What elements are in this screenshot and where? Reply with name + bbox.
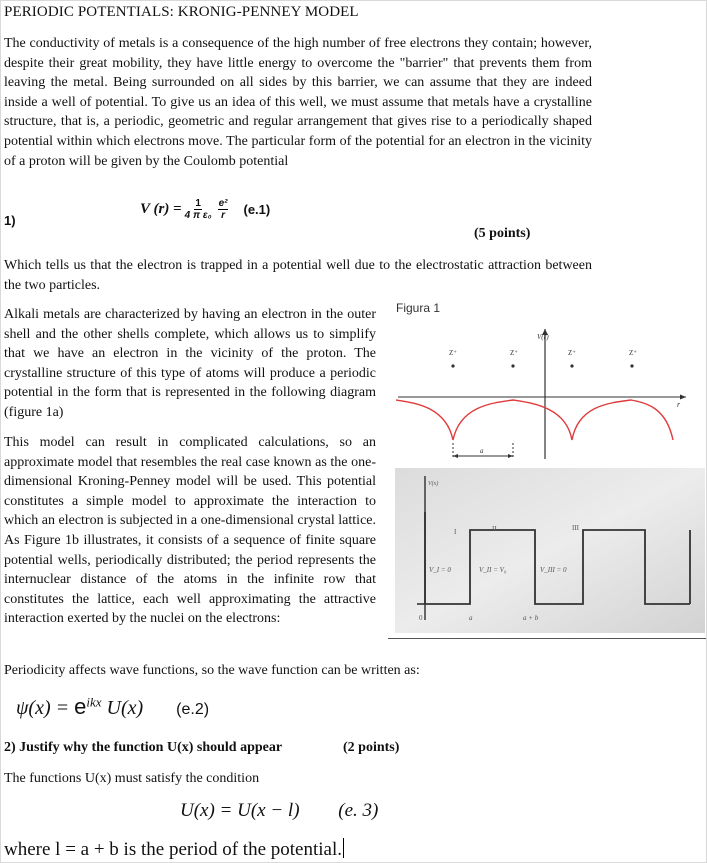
eq2-exp-base: e [74, 694, 87, 719]
condition-paragraph: The functions U(x) must satisfy the condition [4, 771, 260, 786]
fig1a-charge-4: Z⁺ [629, 349, 637, 357]
fig1a-x-label: r [677, 400, 681, 409]
eq2-lhs: ψ(x) = [16, 697, 75, 719]
eq1-lhs: V (r) = [140, 201, 182, 217]
fig1a-charge-3: Z⁺ [568, 349, 576, 357]
question-1-points: (5 points) [474, 226, 531, 241]
intro-paragraph: The conductivity of metals is a consequence of the high number of free electrons they contain; however, despite their great mobility, they have little energy to overcome the "barrier" that prevents them from leaving the metal. Being surrounded on all sides by this barrier, we can assume that they are indeed inside a well of potential. To give us an idea of this well, we must assume that metals have a crystalline structure, that is, a periodic, geometric and regular arrangement that gives rise to a periodically shaped potential within which electrons move. The particular form of the potential for an electron in the vicinity of a proton will be given by the Coulomb potential [4, 36, 592, 169]
text-cursor [343, 838, 344, 858]
fig1b-region-2: II [492, 525, 497, 533]
fig1b-region-1: I [454, 528, 457, 536]
fig1b-tick-0: 0 [419, 614, 423, 622]
eq1-coef-den: 4 π ε₀ [184, 210, 212, 221]
alkali-paragraph: Alkali metals are characterized by having an electron in the outer shell and the other shells complete, which allows us to simplify that we have an electron in the vicinity of the proton. The crystalline structure of this type of atoms will produce a periodic potential in the form that is represented in the following diagram (figure 1a) [4, 307, 376, 420]
fig1b-tick-ab: a + b [523, 614, 539, 622]
question-2-points: (2 points) [343, 740, 400, 755]
eq1-frac-num: e² [218, 198, 228, 209]
fig1b-y-label: V(x) [428, 481, 439, 487]
equation-e2 [16, 694, 209, 720]
eq1-label: (e.1) [243, 202, 271, 217]
equation-e3 [180, 800, 378, 822]
fig1b-tick-a: a [469, 614, 473, 622]
periodicity-paragraph: Periodicity affects wave functions, so the wave function can be written as: [4, 663, 420, 678]
fig1b-region-3: III [572, 524, 579, 532]
section-divider [388, 638, 706, 639]
fig1b-level-1: V_I = 0 [429, 566, 451, 574]
eq2-exponent: ikx [86, 694, 102, 710]
document-title: PERIODIC POTENTIALS: KRONIG-PENNEY MODEL [4, 4, 359, 20]
fig1a-period-label: a [480, 447, 484, 455]
eq2-rhs: U(x) [101, 697, 144, 719]
eq2-label: (e.2) [176, 701, 210, 718]
closing-text: where l = a + b is the period of the potential. [4, 839, 343, 860]
figure-1a-diagram [396, 325, 688, 465]
eq3-body: U(x) = U(x − l) [180, 800, 300, 821]
figure-1-label: Figura 1 [396, 301, 441, 315]
eq1-coef-num: 1 [195, 198, 201, 209]
figure-1b-diagram [395, 468, 705, 633]
model-paragraph: This model can result in complicated calculations, so an approximate model that resembles the real case known as the one-dimensional Kroning-Penney model will be used. This potential constitutes a simple model to approximate the interaction to which an electron is subjected in a one-dimensional crystal lattice. As Figure 1b illustrates, it consists of a sequence of finite square potential wells, periodically distributed; the period represents the internuclear distance of the atoms in the infinite row that constitutes the lattice, each well approximating the attractive interaction exerted by the nuclei on the electrons: [4, 435, 376, 627]
fig1a-y-label: V(r) [537, 333, 549, 341]
eq1-frac-den: r [221, 210, 225, 221]
question-2-text: 2) Justify why the function U(x) should appear [4, 740, 283, 755]
equation-e1 [140, 198, 270, 221]
question-1-number: 1) [4, 213, 16, 228]
fig1b-level-3: V_III = 0 [540, 566, 567, 574]
eq3-label: (e. 3) [338, 800, 379, 821]
closing-line[interactable] [4, 838, 344, 861]
fig1a-charge-2: Z⁺ [510, 349, 518, 357]
fig1b-level-2: V_II = V₀ [479, 566, 507, 574]
explanation-paragraph: Which tells us that the electron is trapped in a potential well due to the electrostatic attraction between the two particles. [4, 258, 592, 293]
fig1a-charge-1: Z⁺ [449, 349, 457, 357]
